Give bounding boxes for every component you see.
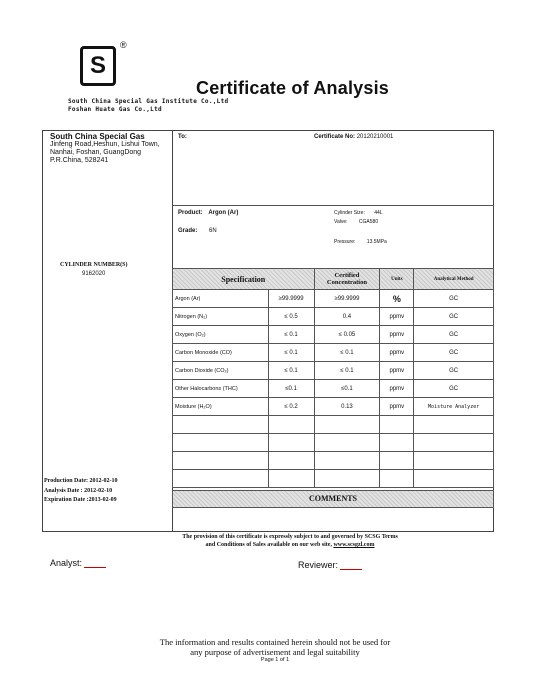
- method-cell: GC: [414, 308, 494, 326]
- cert-cell: ≤ 0.1: [314, 344, 380, 362]
- unit-cell: ppmv: [380, 308, 414, 326]
- method-cell: GC: [414, 326, 494, 344]
- spec-cell: ≤ 0.2: [268, 398, 314, 416]
- grade-row: [178, 228, 217, 234]
- reviewer-signature: [298, 560, 362, 570]
- method-cell: GC: [414, 290, 494, 308]
- method-cell: [414, 434, 494, 452]
- registered-mark: ®: [120, 40, 127, 50]
- logo-letter: S: [89, 52, 106, 79]
- cert-cell: [314, 416, 380, 434]
- expiration-date: Expiration Date :2013-02-09: [44, 497, 117, 503]
- table-row: [173, 380, 494, 398]
- terms-line-2-text: and Conditions of Sales available on our web site,: [205, 542, 334, 548]
- analyst-signature: [50, 558, 106, 568]
- unit-cell: [380, 434, 414, 452]
- company-name-line-1: South China Special Gas Institute Co.,Ltd: [68, 98, 229, 105]
- table-row: [173, 308, 494, 326]
- certificate-value: 20120210001: [356, 134, 394, 140]
- disclaimer-line-1: The information and results contained herein should not be used for: [159, 637, 391, 647]
- method-cell: GC: [414, 380, 494, 398]
- spec-cell: ≥99.9999: [268, 290, 314, 308]
- valve-value: CGA580: [358, 219, 379, 225]
- table-row: [173, 290, 494, 308]
- spec-cell: ≤ 0.5: [268, 308, 314, 326]
- header-units: Units: [380, 269, 414, 290]
- component-cell: [173, 452, 269, 470]
- company-name-line-2: Foshan Huate Gas Co.,Ltd: [68, 106, 162, 113]
- disclaimer-line-2: any purpose of advertisement and legal suitability: [190, 647, 360, 657]
- method-cell: [414, 470, 494, 488]
- unit-cell: [380, 470, 414, 488]
- method-cell: Moisture Analyzer: [414, 398, 494, 416]
- product-value: Argon (Ar): [208, 210, 239, 216]
- table-row: [173, 344, 494, 362]
- cert-cell: ≤ 0.1: [314, 362, 380, 380]
- table-row: [173, 416, 494, 434]
- product-label: Product:: [178, 210, 203, 216]
- table-row: [173, 362, 494, 380]
- method-cell: GC: [414, 362, 494, 380]
- certificate-label: Certificate No:: [314, 134, 356, 140]
- unit-cell: ppmv: [380, 362, 414, 380]
- pressure-label: Pressure:: [334, 239, 356, 245]
- cert-cell: [314, 434, 380, 452]
- cert-cell: [314, 470, 380, 488]
- component-cell: Moisture (H₂O): [173, 398, 269, 416]
- analyst-label: Analyst:: [50, 558, 83, 568]
- analyst-signature-line[interactable]: [84, 558, 106, 568]
- pressure-row: [334, 239, 387, 245]
- unit-cell: [380, 452, 414, 470]
- component-cell: [173, 470, 269, 488]
- table-row: [173, 326, 494, 344]
- table-header-row: [173, 269, 494, 290]
- grade-label: Grade:: [178, 228, 198, 234]
- grade-value: 6N: [209, 228, 217, 234]
- cert-cell: 0.13: [314, 398, 380, 416]
- table-row: [173, 434, 494, 452]
- spec-cell: ≤ 0.1: [268, 344, 314, 362]
- table-row: [173, 398, 494, 416]
- spec-cell: [268, 470, 314, 488]
- unit-cell: ppmv: [380, 344, 414, 362]
- unit-cell: %: [380, 290, 414, 308]
- component-cell: [173, 434, 269, 452]
- component-cell: Oxygen (O₂): [173, 326, 269, 344]
- method-cell: [414, 452, 494, 470]
- unit-cell: ppmv: [380, 326, 414, 344]
- website-link[interactable]: www.scsgzl.com: [333, 542, 375, 548]
- pressure-value: 13.5MPa: [366, 239, 387, 245]
- cylinder-size-row: [334, 210, 383, 216]
- component-cell: Argon (Ar): [173, 290, 269, 308]
- valve-label: Valve:: [334, 219, 348, 225]
- cert-cell: ≤ 0.05: [314, 326, 380, 344]
- valve-row: [334, 219, 378, 225]
- company-logo: [80, 46, 116, 86]
- component-cell: Carbon Monoxide (CO): [173, 344, 269, 362]
- component-cell: Nitrogen (N₂): [173, 308, 269, 326]
- terms-line-1: The provision of this certificate is expressly subject to and governed by SCSG Terms: [182, 534, 398, 540]
- address-line-2: Nanhai, Foshan, GuangDong: [50, 149, 142, 156]
- analysis-table: [172, 268, 494, 488]
- header-analytical-method: Analytical Method: [414, 269, 494, 290]
- terms-line-2: [140, 542, 440, 548]
- table-row: [173, 470, 494, 488]
- header-certified-concentration: Certified Concentration: [314, 269, 380, 290]
- unit-cell: [380, 416, 414, 434]
- spec-cell: ≤0.1: [268, 380, 314, 398]
- product-row: [178, 210, 238, 216]
- reviewer-signature-line[interactable]: [340, 560, 362, 570]
- unit-cell: ppmv: [380, 398, 414, 416]
- address-line-3: P.R.China, 528241: [50, 157, 109, 164]
- cylinder-number-value: 9162020: [82, 271, 106, 277]
- comments-header: COMMENTS: [172, 490, 494, 508]
- cert-cell: [314, 452, 380, 470]
- certificate-number: [314, 134, 393, 140]
- production-date: Production Date: 2012-02-10: [44, 478, 118, 484]
- reviewer-label: Reviewer:: [298, 560, 339, 570]
- method-cell: GC: [414, 344, 494, 362]
- cylinder-size-label: Cylinder Size:: [334, 210, 365, 216]
- cert-cell: 0.4: [314, 308, 380, 326]
- section-divider: [172, 205, 494, 206]
- spec-cell: ≤ 0.1: [268, 326, 314, 344]
- component-cell: [173, 416, 269, 434]
- spec-cell: ≤ 0.1: [268, 362, 314, 380]
- to-label: To:: [178, 134, 187, 140]
- component-cell: Carbon Dioxide (CO₂): [173, 362, 269, 380]
- cylinder-size-value: 44L: [374, 210, 383, 216]
- document-title: Certificate of Analysis: [196, 78, 389, 98]
- header-specification: Specification: [173, 269, 315, 290]
- company-address-block: [50, 133, 170, 165]
- spec-cell: [268, 416, 314, 434]
- cert-cell: ≤0.1: [314, 380, 380, 398]
- spec-cell: [268, 452, 314, 470]
- spec-cell: [268, 434, 314, 452]
- component-cell: Other Halocarbons (THC): [173, 380, 269, 398]
- company-name: South China Special Gas: [50, 132, 145, 141]
- cylinder-number-label: CYLINDER NUMBER(S): [60, 262, 128, 268]
- cert-cell: ≥99.9999: [314, 290, 380, 308]
- analysis-date: Analysis Date : 2012-02-10: [44, 488, 113, 494]
- page-number: Page 1 of 1: [260, 657, 290, 663]
- unit-cell: ppmv: [380, 380, 414, 398]
- table-row: [173, 452, 494, 470]
- address-line-1: Jinfeng Road,Heshun, Lishui Town,: [50, 141, 160, 148]
- method-cell: [414, 416, 494, 434]
